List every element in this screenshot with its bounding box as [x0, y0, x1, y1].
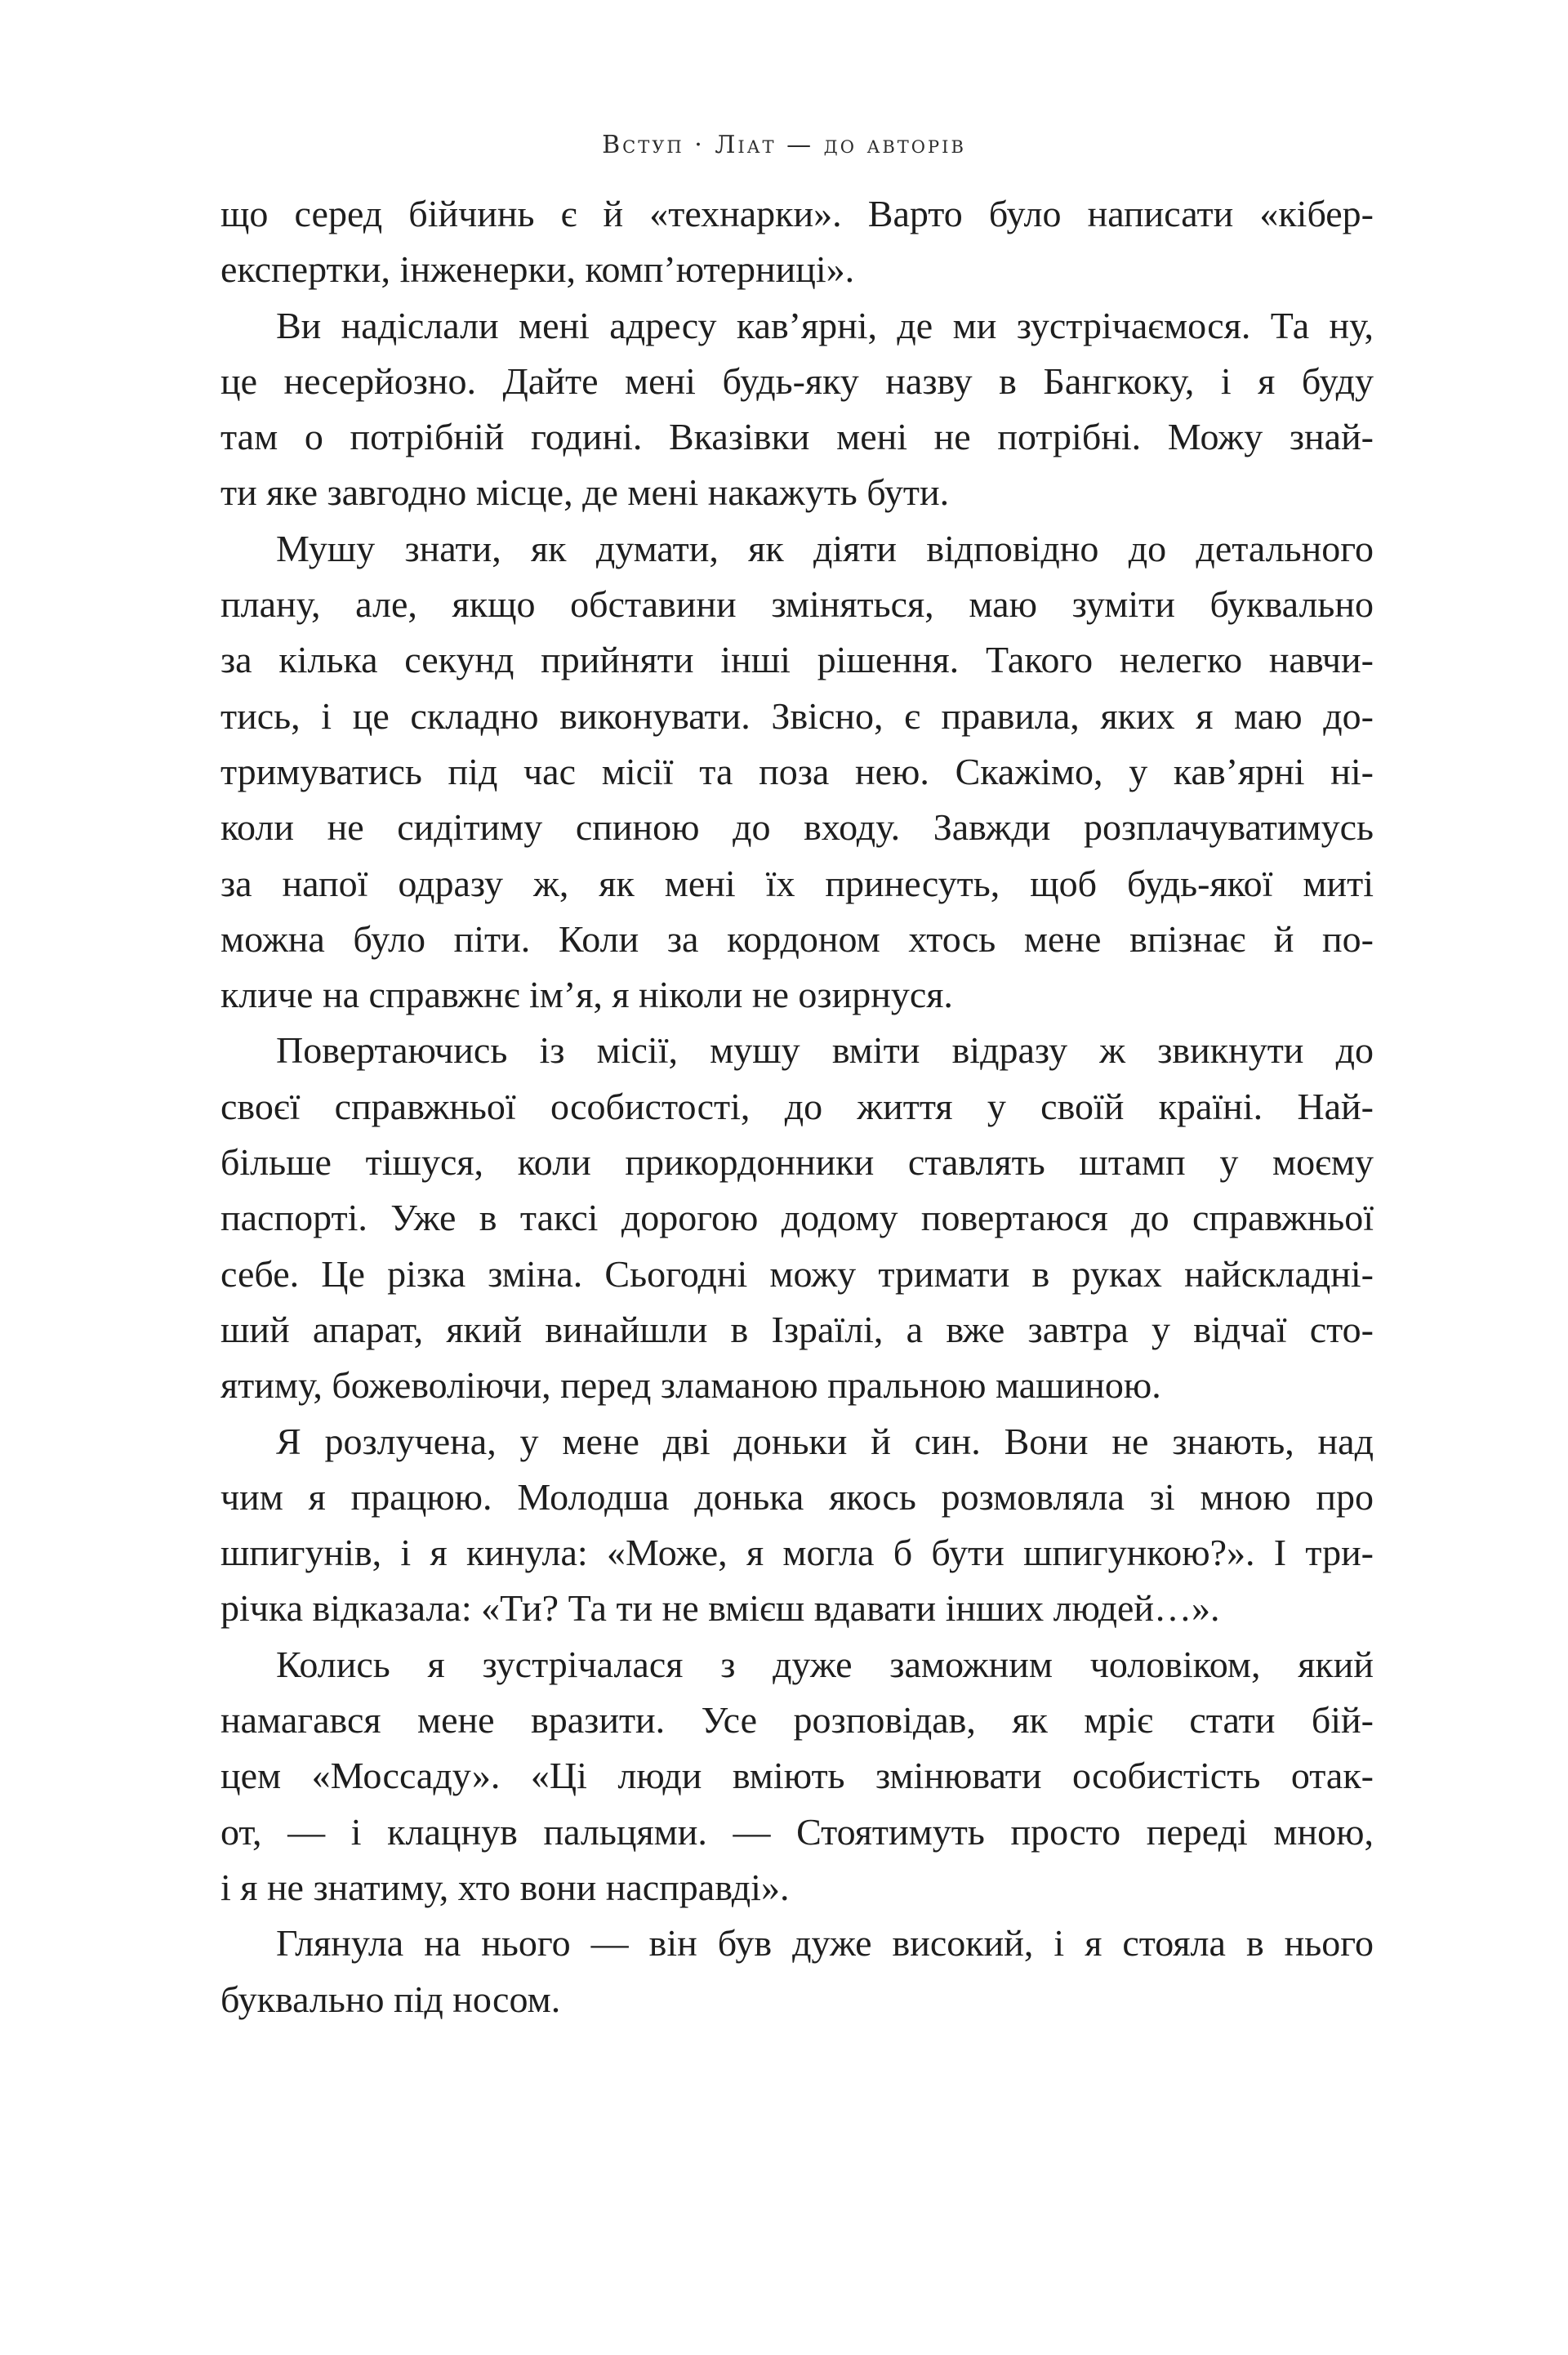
text-line: більше тішуся, коли прикордонники ставлять штамп у моєму	[220, 1141, 1374, 1184]
text-line: можна було піти. Коли за кордоном хтось мене впізнає й по-	[220, 917, 1374, 960]
body-text	[220, 186, 1374, 2027]
text-line: себе. Це різка зміна. Сьогодні можу тримати в руках найскладні-	[220, 1252, 1374, 1295]
text-line: Мушу знати, як думати, як діяти відповідно до детального	[276, 527, 1374, 569]
text-line: там о потрібній годині. Вказівки мені не потрібні. Можу знай-	[220, 416, 1374, 458]
text-line: коли не сидітиму спиною до входу. Завжди розплачуватимусь	[220, 806, 1374, 849]
text-line: за напої одразу ж, як мені їх принесуть, щоб будь-якої миті	[220, 862, 1374, 904]
text-line: паспорті. Уже в таксі дорогою додому повертаюся до справжньої	[220, 1197, 1374, 1239]
text-line: ятиму, божеволіючи, перед зламаною пральною машиною.	[220, 1364, 1161, 1407]
text-line: Ви надіслали мені адресу кав’ярні, де ми зустрічаємося. Та ну,	[276, 304, 1374, 346]
text-line: ший апарат, який винайшли в Ізраїлі, а вже завтра у відчаї сто-	[220, 1308, 1374, 1350]
running-head: Вступ · Ліат — до авторів	[602, 131, 966, 159]
text-line: Глянула на нього — він був дуже високий, і я стояла в нього	[276, 1922, 1374, 1965]
text-line: буквально під носом.	[220, 1978, 561, 2020]
text-line: намагався мене вразити. Усе розповідав, як мріє стати бій-	[220, 1699, 1374, 1742]
text-line: за кілька секунд прийняти інші рішення. Такого нелегко навчи-	[220, 639, 1374, 681]
text-line: і я не знатиму, хто вони насправді».	[220, 1866, 790, 1908]
text-line: своєї справжньої особистості, до життя у своїй країні. Най-	[220, 1085, 1374, 1127]
text-line: цем «Моссаду». «Ці люди вміють змінювати особистість отак-	[220, 1755, 1374, 1797]
text-line: Колись я зустрічалася з дуже заможним чоловіком, який	[276, 1643, 1374, 1685]
text-line: кличе на справжнє ім’я, я ніколи не озирнуся.	[220, 974, 953, 1016]
text-line: річка відказала: «Ти? Та ти не вмієш вдавати інших людей…».	[220, 1587, 1220, 1630]
text-line: експертки, інженерки, комп’ютерниці».	[220, 248, 855, 291]
text-line: плану, але, якщо обставини зміняться, маю зуміти буквально	[220, 583, 1374, 626]
text-line: це несерйозно. Дайте мені будь-яку назву в Бангкоку, і я буду	[220, 359, 1374, 402]
text-line: що серед бійчинь є й «технарки». Варто було написати «кібер-	[220, 193, 1374, 234]
text-line: Я розлучена, у мене дві доньки й син. Вони не знають, над	[276, 1420, 1374, 1462]
text-line: от, — і клацнув пальцями. — Стоятимуть просто переді мною,	[220, 1810, 1374, 1853]
text-line: тримуватись під час місії та поза нею. Скажімо, у кав’ярні ні-	[220, 750, 1374, 792]
text-line: чим я працюю. Молодша донька якось розмовляла зі мною про	[220, 1475, 1374, 1518]
text-line: ти яке завгодно місце, де мені накажуть бути.	[220, 471, 950, 514]
text-line: шпигунів, і я кинула: «Може, я могла б бути шпигункою?». І три-	[220, 1532, 1374, 1574]
text-line: тись, і це складно виконувати. Звісно, є правила, яких я маю до-	[220, 694, 1374, 737]
text-line: Повертаючись із місії, мушу вміти відразу ж звикнути до	[276, 1029, 1374, 1072]
